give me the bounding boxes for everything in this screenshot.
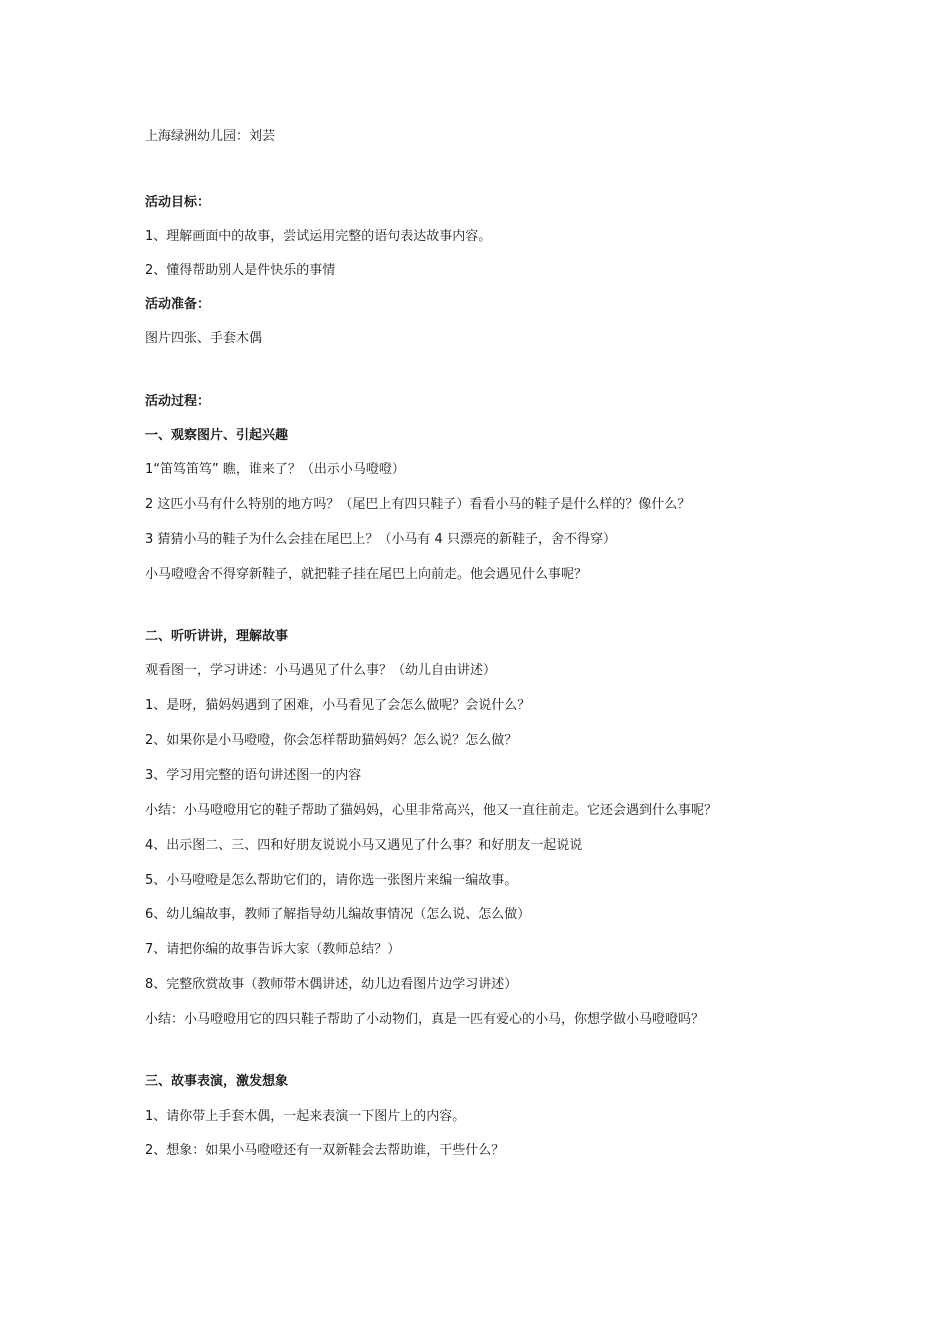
section2-line: 小结：小马噔噔用它的鞋子帮助了猫妈妈，心里非常高兴，他又一直往前走。它还会遇到什么事呢？ — [145, 803, 718, 818]
process-heading: 活动过程： — [145, 394, 211, 409]
section2-title: 二、听听讲讲，理解故事 — [145, 629, 289, 644]
section2-line: 2、如果你是小马噔噔，你会怎样帮助猫妈妈？怎么说？怎么做？ — [145, 733, 518, 748]
section1-line: 1“笛笃笛笃” 瞧，谁来了？（出示小马噔噔） — [145, 462, 405, 477]
preparation-text: 图片四张、手套木偶 — [145, 331, 263, 346]
section2-line: 4、出示图二、三、四和好朋友说说小马又遇见了什么事？和好朋友一起说说 — [145, 838, 583, 853]
section1-line: 2 这匹小马有什么特别的地方吗？（尾巴上有四只鞋子）看看小马的鞋子是什么样的？像什么？ — [145, 497, 691, 512]
section1-title: 一、观察图片、引起兴趣 — [145, 428, 289, 443]
goals-heading: 活动目标： — [145, 195, 211, 210]
author-line: 上海绿洲幼儿园：刘芸 — [145, 129, 276, 144]
section2-line: 3、学习用完整的语句讲述图一的内容 — [145, 768, 362, 783]
section1-line: 小马噔噔舍不得穿新鞋子，就把鞋子挂在尾巴上向前走。他会遇见什么事呢？ — [145, 567, 588, 582]
section2-line: 7、请把你编的故事告诉大家（教师总结？） — [145, 942, 401, 957]
section2-line: 6、幼儿编故事，教师了解指导幼儿编故事情况（怎么说、怎么做） — [145, 907, 531, 922]
section2-line: 1、是呀，猫妈妈遇到了困难，小马看见了会怎么做呢？会说什么？ — [145, 698, 531, 713]
goal-item: 2、懂得帮助别人是件快乐的事情 — [145, 263, 336, 278]
section2-line: 观看图一，学习讲述：小马遇见了什么事？（幼儿自由讲述） — [145, 663, 497, 678]
section2-line: 8、完整欣赏故事（教师带木偶讲述，幼儿边看图片边学习讲述） — [145, 977, 518, 992]
section3-line: 2、想象：如果小马噔噔还有一双新鞋会去帮助谁，干些什么？ — [145, 1143, 505, 1158]
section3-line: 1、请你带上手套木偶，一起来表演一下图片上的内容。 — [145, 1109, 466, 1124]
section2-line: 小结：小马噔噔用它的四只鞋子帮助了小动物们，真是一匹有爱心的小马，你想学做小马噔噔吗？ — [145, 1012, 705, 1027]
preparation-heading: 活动准备： — [145, 297, 211, 312]
goal-item: 1、理解画面中的故事，尝试运用完整的语句表达故事内容。 — [145, 229, 492, 244]
section1-line: 3 猜猜小马的鞋子为什么会挂在尾巴上？（小马有 4 只漂亮的新鞋子，舍不得穿） — [145, 532, 616, 547]
section3-title: 三、故事表演，激发想象 — [145, 1074, 289, 1089]
section2-line: 5、小马噔噔是怎么帮助它们的，请你选一张图片来编一编故事。 — [145, 873, 518, 888]
